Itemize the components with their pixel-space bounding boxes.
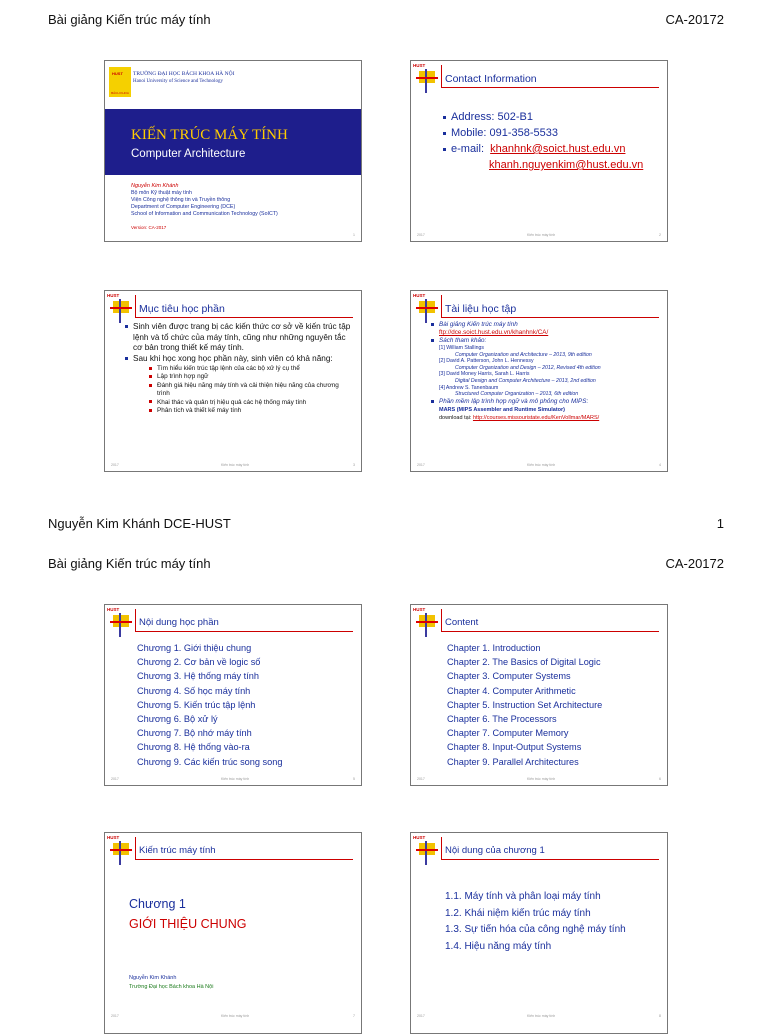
list-item: Chapter 8. Input-Output Systems (447, 742, 582, 753)
hust-logo-icon: HUST (107, 607, 133, 637)
contact-list (443, 109, 643, 173)
slide-title: Mục tiêu học phần (139, 303, 225, 315)
objectives-list (125, 365, 353, 415)
mobile-item: Mobile: 091-358-5533 (443, 125, 643, 141)
slide-7-chapter-1 (104, 832, 362, 1034)
list-item: 1.1. Máy tính và phân loại máy tính (445, 891, 601, 902)
list-item: Chapter 4. Computer Arithmetic (447, 685, 576, 696)
list-item: 1.2. Khái niệm kiến trúc máy tính (445, 907, 591, 919)
title-banner (105, 109, 361, 175)
list-item: Chapter 6. The Processors (447, 714, 557, 725)
slide-1-title (104, 60, 362, 242)
materials-body: Bài giảng Kiến trúc máy tính ftp://dce.soict.hust.edu.vn/khanhnk/CA/ Sách tham khảo: [1] William Stallings Computer Organization and Architecture – 2013, 9th edition [2] David A. Patterson, John L. Hennessy Computer Organization and Design – 2012, Revised 4th edition [3] David Money Harris, Sarah L. Harris Digital Design and Computer Architecture – 2013, 2nd edition [4] Andrew S. Tanenbaum Structured Computer Organization – 2013, 6th edition Phần mềm lập trình hợp ngữ và mô phỏng cho MIPS: MARS (MIPS Assembler and Runtime Simulator) download tại: http://courses.missouristate.edu/KenVollmar/MARS/ (431, 321, 663, 422)
slide-footer: 2017 Kiến trúc máy tính 7 (111, 1014, 355, 1018)
chapter-number: Chương 1 (129, 897, 186, 911)
slide-6-content-en (410, 604, 668, 786)
list-item: Tìm hiểu kiến trúc tập lệnh của các bộ xử lý cụ thể (149, 365, 353, 373)
author-name: Nguyễn Kim Khánh (129, 975, 177, 981)
slide-footer: 2017 Kiến trúc máy tính 6 (417, 777, 661, 781)
slide-title: Kiến trúc máy tính (139, 845, 216, 856)
author-name: Nguyễn Kim Khánh (131, 183, 179, 189)
list-item: Chương 3. Hệ thống máy tính (137, 671, 259, 682)
hust-logo-icon: HUST (413, 293, 439, 323)
university-name-en: Hanoi University of Science and Technology (133, 79, 223, 84)
course-title-en: Computer Architecture (131, 148, 246, 160)
email-link-2[interactable]: khanh.nguyenkim@hust.edu.vn (489, 159, 644, 171)
slide-footer: 2017 Kiến trúc máy tính 4 (417, 463, 661, 467)
slide-title: Nội dung của chương 1 (445, 845, 545, 856)
version-text: Version: CA-2017 (131, 225, 167, 230)
page1-header-right: CA-20172 (665, 12, 724, 27)
lecture-url-link[interactable]: ftp://dce.soict.hust.edu.vn/khanhnk/CA/ (439, 329, 549, 336)
list-item: Chapter 1. Introduction (447, 643, 541, 653)
university-name-vn: TRƯỜNG ĐẠI HỌC BÁCH KHOA HÀ NỘI (133, 71, 235, 77)
list-item: Chapter 5. Instruction Set Architecture (447, 699, 603, 710)
department-info: Bộ môn Kỹ thuật máy tính Viện Công nghệ thông tin và Truyền thông Department of Computer Engineering (DCE) School of Information and Communication Technology (SoICT) (131, 190, 278, 217)
slide-8-chapter-1-content (410, 832, 668, 1034)
university-logo: HUST BÁCH KHOA (109, 67, 131, 97)
university-name: Trường Đại học Bách khoa Hà Nội (129, 984, 214, 990)
list-item: Chương 2. Cơ bản về logic số (137, 657, 261, 668)
list-item: 1.4. Hiệu năng máy tính (445, 940, 552, 952)
list-item: Đánh giá hiệu năng máy tính và cải thiện hiệu năng của chương trình (149, 382, 353, 399)
email-link-1[interactable]: khanhnk@soict.hust.edu.vn (490, 143, 626, 155)
list-item: Chương 4. Số học máy tính (137, 685, 251, 696)
slide-title: Tài liệu học tập (445, 303, 517, 315)
page1-footer-left: Nguyễn Kim Khánh DCE-HUST (48, 516, 231, 531)
list-item: Chương 5. Kiến trúc tập lệnh (137, 699, 256, 710)
chapter-1-outline (445, 889, 626, 955)
slide-2-contact (410, 60, 668, 242)
slide-4-materials (410, 290, 668, 472)
slide-footer: 2017 Kiến trúc máy tính 8 (417, 1014, 661, 1018)
slide-footer: 2017 Kiến trúc máy tính 3 (111, 463, 355, 467)
slide-footer: 2017 Kiến trúc máy tính 5 (111, 777, 355, 781)
list-item: Chapter 3. Computer Systems (447, 671, 571, 682)
list-item: Phân tích và thiết kế máy tính (149, 407, 353, 415)
slide-footer: 1 (353, 233, 355, 237)
mars-download-link[interactable]: http://courses.missouristate.edu/KenVollmar/MARS/ (472, 414, 600, 421)
list-item: Chapter 2. The Basics of Digital Logic (447, 657, 601, 668)
hust-logo-icon: HUST (413, 835, 439, 865)
list-item: Khai thác và quản trị hiệu quả các hệ thống máy tính (149, 399, 353, 407)
page1-header-left: Bài giảng Kiến trúc máy tính (48, 12, 211, 27)
list-item: Chapter 9. Parallel Architectures (447, 756, 579, 767)
reference-list: [1] William Stallings Computer Organization and Architecture – 2013, 9th edition [2] David A. Patterson, John L. Hennessy Computer Organization and Design – 2012, Revised 4th edition [3] David Money Harris, Sarah L. Harris Digital Design and Computer Architecture – 2013, 2nd edition [4] Andrew S. Tanenbaum Structured Computer Organization – 2013, 6th edition (439, 345, 601, 398)
list-item: Lập trình hợp ngữ (149, 373, 353, 381)
list-item: Chương 9. Các kiến trúc song song (137, 756, 283, 767)
slide-5-course-content (104, 604, 362, 786)
hust-logo-icon: HUST (413, 63, 439, 93)
address-item: Address: 502-B1 (443, 109, 643, 125)
email-item: e-mail: khanhnk@soict.hust.edu.vn (443, 141, 643, 157)
list-item: Chương 8. Hệ thống vào-ra (137, 742, 250, 753)
slide-title: Contact Information (445, 73, 537, 85)
chapter-list-vn (137, 641, 282, 769)
course-title-vn: KIẾN TRÚC MÁY TÍNH (131, 127, 288, 143)
page2-header-right: CA-20172 (665, 556, 724, 571)
slide-3-objectives (104, 290, 362, 472)
slide-title: Nội dung học phần (139, 617, 219, 628)
list-item: Chương 7. Bộ nhớ máy tính (137, 728, 252, 739)
page1-footer-right: 1 (716, 516, 724, 531)
list-item: Chapter 7. Computer Memory (447, 728, 569, 739)
list-item: Chương 6. Bộ xử lý (137, 714, 218, 725)
hust-logo-icon: HUST (107, 293, 133, 323)
objectives-body: Sinh viên được trang bị các kiến thức cơ sở về kiến trúc tập lệnh và tổ chức của máy tính, cũng như những nguyên tắc cơ bản trong thiết kế máy tính. Sau khi học xong học phần này, sinh viên có khả năng: Tìm hiểu kiến trúc tập lệnh của các bộ xử lý cụ thể Lập trình hợp ngữ Đánh giá hiệu năng máy tính và cải thiện hiệu năng của chương trình Khai thác và quản trị hiệu quả các hệ thống máy tính Phân tích và thiết kế máy tính (125, 322, 353, 415)
list-item: Chương 1. Giới thiệu chung (137, 643, 252, 653)
slide-title: Content (445, 617, 479, 628)
page2-header-left: Bài giảng Kiến trúc máy tính (48, 556, 211, 571)
list-item: 1.3. Sự tiến hóa của công nghệ máy tính (445, 924, 626, 936)
slide-footer: 2017 Kiến trúc máy tính 2 (417, 233, 661, 237)
chapter-title: GIỚI THIỆU CHUNG (129, 917, 247, 931)
hust-logo-icon: HUST (413, 607, 439, 637)
hust-logo-icon: HUST (107, 835, 133, 865)
chapter-list-en (447, 641, 602, 769)
